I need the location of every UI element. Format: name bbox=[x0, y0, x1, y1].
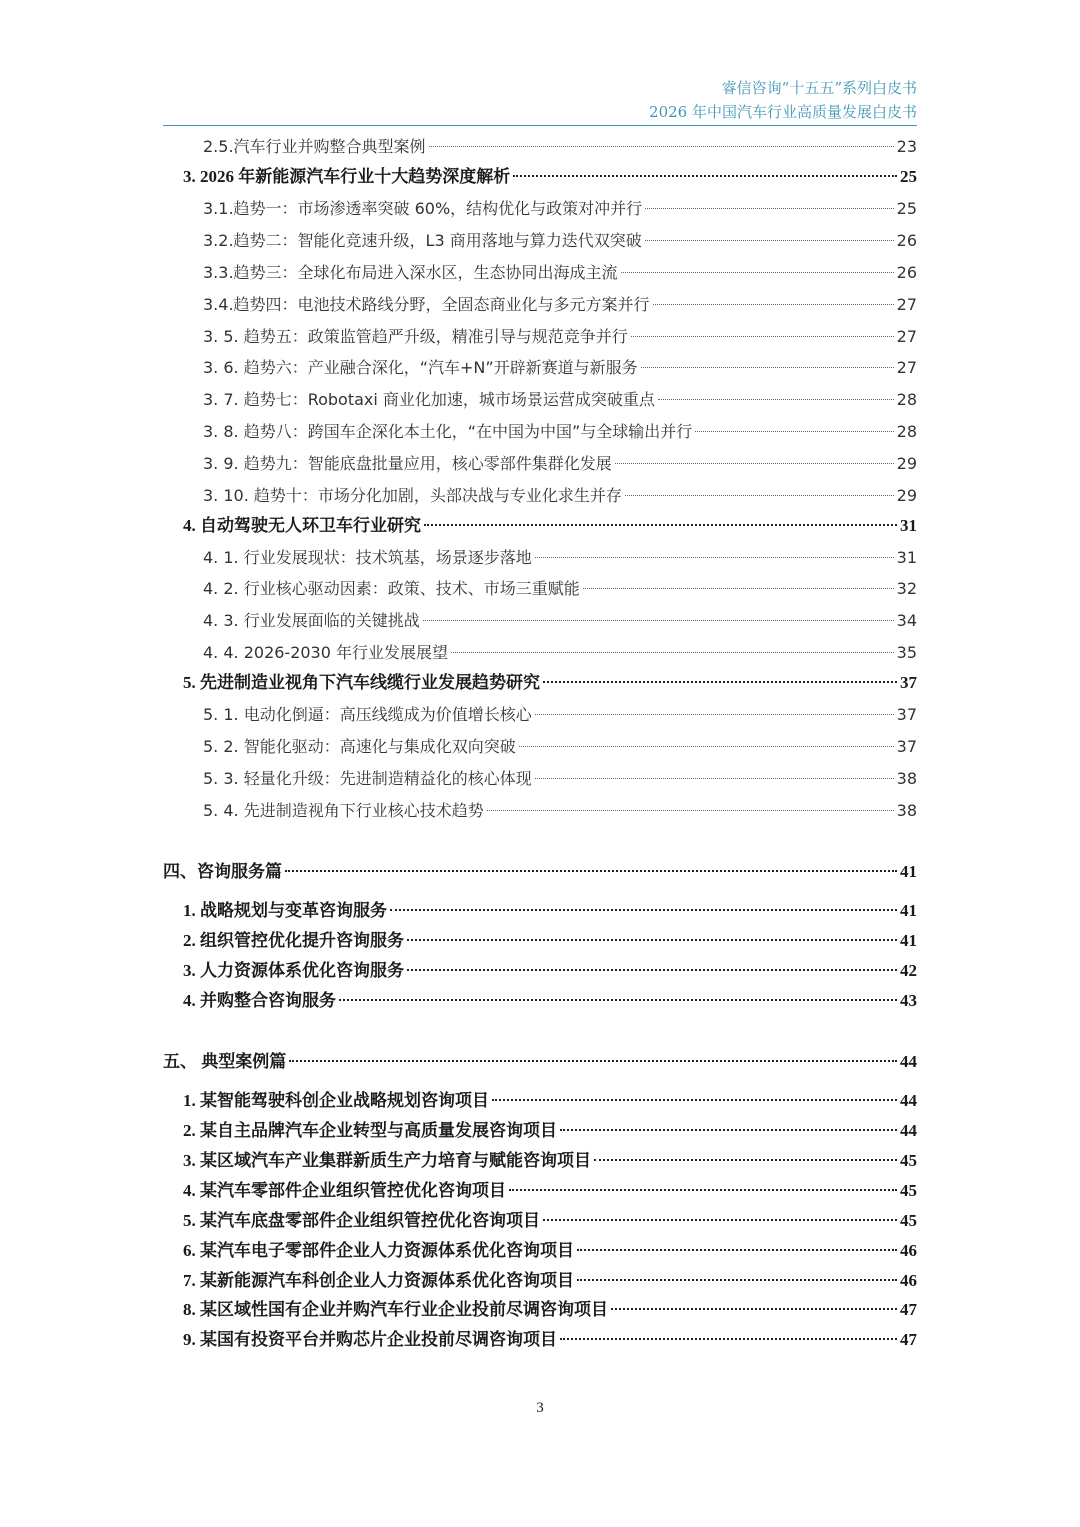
toc-leader bbox=[658, 399, 894, 400]
toc-entry-page: 31 bbox=[900, 516, 917, 535]
toc-entry-page: 38 bbox=[896, 801, 917, 820]
toc-entry-page: 41 bbox=[900, 862, 917, 881]
toc-entry-title: 2. 组织管控优化提升咨询服务 bbox=[183, 931, 404, 950]
toc-leader bbox=[560, 1129, 897, 1131]
toc-entry-title: 5. 先进制造业视角下汽车线缆行业发展趋势研究 bbox=[183, 673, 540, 692]
toc-entry-title: 3.4.趋势四：电池技术路线分野，全固态商业化与多元方案并行 bbox=[203, 295, 650, 314]
toc-leader bbox=[621, 272, 894, 273]
toc-entry-page: 44 bbox=[900, 1052, 917, 1071]
toc-leader bbox=[429, 146, 894, 147]
toc-entry-title: 7. 某新能源汽车科创企业人力资源体系优化咨询项目 bbox=[183, 1271, 574, 1290]
toc-leader bbox=[487, 810, 894, 811]
toc-entry-title: 1. 某智能驾驶科创企业战略规划咨询项目 bbox=[183, 1091, 489, 1110]
toc-entry-title: 3.2.趋势二：智能化竞速升级，L3 商用落地与算力迭代双突破 bbox=[203, 231, 642, 250]
toc-entry-title: 5. 1. 电动化倒逼：高压线缆成为价值增长核心 bbox=[203, 705, 532, 724]
toc-entry-page: 28 bbox=[896, 422, 917, 441]
toc-leader bbox=[289, 1060, 897, 1062]
toc-entry-page: 32 bbox=[896, 579, 917, 598]
toc-entry-title: 3. 10. 趋势十：市场分化加剧，头部决战与专业化求生并存 bbox=[203, 486, 622, 505]
running-header bbox=[649, 76, 917, 124]
toc-leader bbox=[611, 1308, 897, 1310]
toc-leader bbox=[645, 240, 894, 241]
toc-entry-page: 25 bbox=[900, 167, 917, 186]
toc-leader bbox=[577, 1279, 897, 1281]
toc-leader bbox=[631, 336, 894, 337]
toc-entry-page: 46 bbox=[900, 1271, 917, 1290]
page-number: 3 bbox=[536, 1400, 544, 1416]
toc-entry[interactable] bbox=[183, 513, 917, 539]
toc-entry-page: 28 bbox=[896, 390, 917, 409]
toc-entry[interactable] bbox=[203, 608, 917, 634]
toc-entry-page: 26 bbox=[896, 263, 917, 282]
toc-entry-page: 26 bbox=[896, 231, 917, 250]
toc-entry-page: 44 bbox=[900, 1091, 917, 1110]
toc-leader bbox=[583, 588, 894, 589]
toc-entry-title: 3. 7. 趋势七：Robotaxi 商业化加速，城市场景运营成突破重点 bbox=[203, 390, 655, 409]
toc-entry-page: 42 bbox=[900, 961, 917, 980]
toc-entry-title: 8. 某区域性国有企业并购汽车行业企业投前尽调咨询项目 bbox=[183, 1300, 608, 1319]
toc-leader bbox=[695, 431, 893, 432]
toc-entry-page: 44 bbox=[900, 1121, 917, 1140]
toc-entry-title: 5. 某汽车底盘零部件企业组织管控优化咨询项目 bbox=[183, 1211, 540, 1230]
toc-entry-title: 4. 4. 2026-2030 年行业发展展望 bbox=[203, 643, 449, 662]
toc-entry[interactable] bbox=[183, 670, 917, 696]
toc-entry[interactable] bbox=[203, 292, 917, 318]
toc-entry-title: 4. 自动驾驶无人环卫车行业研究 bbox=[183, 516, 421, 535]
toc-entry-title: 4. 1. 行业发展现状：技术筑基，场景逐步落地 bbox=[203, 548, 532, 567]
toc-entry[interactable] bbox=[203, 483, 917, 509]
toc-entry[interactable] bbox=[203, 451, 917, 477]
toc-entry[interactable] bbox=[203, 260, 917, 286]
toc-entry[interactable] bbox=[203, 576, 917, 602]
toc-entry[interactable] bbox=[183, 898, 917, 924]
toc-entry[interactable] bbox=[183, 1327, 917, 1353]
toc-entry-title: 3. 9. 趋势九：智能底盘批量应用，核心零部件集群化发展 bbox=[203, 454, 612, 473]
toc-leader bbox=[577, 1249, 897, 1251]
toc-entry-page: 31 bbox=[896, 548, 917, 567]
toc-leader bbox=[285, 870, 897, 872]
toc-entry[interactable] bbox=[203, 640, 917, 666]
toc-leader bbox=[543, 1219, 897, 1221]
toc-leader bbox=[641, 367, 894, 368]
toc-leader bbox=[492, 1099, 897, 1101]
toc-part[interactable] bbox=[163, 1049, 917, 1075]
toc-entry-page: 47 bbox=[900, 1330, 917, 1349]
header-series-title: 睿信咨询“十五五”系列白皮书 bbox=[721, 79, 917, 97]
toc-entry[interactable] bbox=[183, 1178, 917, 1204]
toc-entry[interactable] bbox=[203, 355, 917, 381]
toc-entry[interactable] bbox=[183, 1148, 917, 1174]
toc-entry-title: 5. 4. 先进制造视角下行业核心技术趋势 bbox=[203, 801, 484, 820]
toc-entry-page: 25 bbox=[896, 199, 917, 218]
toc-entry-page: 27 bbox=[896, 327, 917, 346]
toc-leader bbox=[535, 714, 894, 715]
toc-entry[interactable] bbox=[183, 1268, 917, 1294]
toc-entry-title: 5. 2. 智能化驱动：高速化与集成化双向突破 bbox=[203, 737, 516, 756]
toc-leader bbox=[390, 909, 897, 911]
toc-entry-page: 43 bbox=[900, 991, 917, 1010]
toc-entry-title: 3. 6. 趋势六：产业融合深化，“汽车+N”开辟新赛道与新服务 bbox=[203, 358, 638, 377]
toc-entry[interactable] bbox=[203, 228, 917, 254]
toc-leader bbox=[451, 652, 894, 653]
toc-leader bbox=[625, 495, 894, 496]
toc-entry-page: 37 bbox=[896, 737, 917, 756]
toc-entry-page: 27 bbox=[896, 295, 917, 314]
toc-entry-page: 34 bbox=[896, 611, 917, 630]
toc-entry[interactable] bbox=[203, 798, 917, 824]
toc-entry-title: 2. 某自主品牌汽车企业转型与高质量发展咨询项目 bbox=[183, 1121, 557, 1140]
toc-leader bbox=[339, 999, 897, 1001]
toc-entry[interactable] bbox=[183, 1088, 917, 1114]
toc-leader bbox=[615, 463, 894, 464]
toc-entry[interactable] bbox=[203, 134, 917, 160]
toc-entry-title: 4. 并购整合咨询服务 bbox=[183, 991, 336, 1010]
header-document-title: 2026 年中国汽车行业高质量发展白皮书 bbox=[649, 103, 917, 121]
toc-entry-title: 3. 5. 趋势五：政策监管趋严升级，精准引导与规范竞争并行 bbox=[203, 327, 628, 346]
toc-leader bbox=[594, 1159, 897, 1161]
toc-entry-title: 3. 8. 趋势八：跨国车企深化本土化，“在中国为中国”与全球输出并行 bbox=[203, 422, 693, 441]
toc-entry-page: 29 bbox=[896, 486, 917, 505]
toc-leader bbox=[424, 524, 897, 526]
toc-entry-title: 2.5.汽车行业并购整合典型案例 bbox=[203, 137, 426, 156]
toc-entry-title: 3. 2026 年新能源汽车行业十大趋势深度解析 bbox=[183, 167, 511, 186]
toc-entry[interactable] bbox=[203, 324, 917, 350]
toc-entry-page: 45 bbox=[900, 1211, 917, 1230]
toc-entry[interactable] bbox=[203, 196, 917, 222]
toc-entry[interactable] bbox=[183, 1238, 917, 1264]
toc-entry[interactable] bbox=[203, 734, 917, 760]
toc-part[interactable] bbox=[163, 859, 917, 885]
toc-leader bbox=[407, 939, 897, 941]
toc-entry-page: 37 bbox=[900, 673, 917, 692]
toc-entry[interactable] bbox=[183, 1208, 917, 1234]
toc-entry[interactable] bbox=[203, 766, 917, 792]
toc-entry-page: 45 bbox=[900, 1151, 917, 1170]
toc-leader bbox=[513, 175, 897, 177]
toc-entry-page: 46 bbox=[900, 1241, 917, 1260]
toc-entry[interactable] bbox=[203, 545, 917, 571]
toc-leader bbox=[535, 778, 894, 779]
toc-entry-title: 9. 某国有投资平台并购芯片企业投前尽调咨询项目 bbox=[183, 1330, 557, 1349]
toc-leader bbox=[645, 208, 893, 209]
toc-entry-page: 41 bbox=[900, 901, 917, 920]
toc-leader bbox=[653, 304, 894, 305]
toc-leader bbox=[407, 969, 897, 971]
toc-entry-page: 38 bbox=[896, 769, 917, 788]
toc-entry-page: 47 bbox=[900, 1300, 917, 1319]
toc-entry-page: 27 bbox=[896, 358, 917, 377]
toc-leader bbox=[423, 620, 894, 621]
toc-entry-page: 29 bbox=[896, 454, 917, 473]
toc-entry-title: 五、 典型案例篇 bbox=[163, 1052, 287, 1071]
toc-entry[interactable] bbox=[203, 419, 917, 445]
toc-entry-title: 3. 人力资源体系优化咨询服务 bbox=[183, 961, 404, 980]
toc-entry[interactable] bbox=[203, 702, 917, 728]
toc-leader bbox=[543, 681, 897, 683]
toc-leader bbox=[535, 557, 894, 558]
toc-entry[interactable] bbox=[183, 1297, 917, 1323]
toc-entry-title: 4. 某汽车零部件企业组织管控优化咨询项目 bbox=[183, 1181, 506, 1200]
toc-entry-page: 35 bbox=[896, 643, 917, 662]
toc-entry[interactable] bbox=[183, 958, 917, 984]
header-rule bbox=[163, 125, 917, 126]
toc-entry-page: 45 bbox=[900, 1181, 917, 1200]
toc-entry-title: 5. 3. 轻量化升级：先进制造精益化的核心体现 bbox=[203, 769, 532, 788]
toc-entry-page: 41 bbox=[900, 931, 917, 950]
toc-leader bbox=[560, 1338, 897, 1340]
toc-entry[interactable] bbox=[183, 928, 917, 954]
toc-entry-page: 37 bbox=[896, 705, 917, 724]
toc-entry-title: 四、咨询服务篇 bbox=[163, 862, 282, 881]
toc-entry-title: 6. 某汽车电子零部件企业人力资源体系优化咨询项目 bbox=[183, 1241, 574, 1260]
toc-entry-title: 3.3.趋势三：全球化布局进入深水区，生态协同出海成主流 bbox=[203, 263, 618, 282]
toc-entry-title: 3. 某区域汽车产业集群新质生产力培育与赋能咨询项目 bbox=[183, 1151, 591, 1170]
toc-entry-title: 1. 战略规划与变革咨询服务 bbox=[183, 901, 387, 920]
toc-leader bbox=[509, 1189, 897, 1191]
toc-entry-title: 3.1.趋势一：市场渗透率突破 60%，结构优化与政策对冲并行 bbox=[203, 199, 643, 218]
toc-entry-title: 4. 2. 行业核心驱动因素：政策、技术、市场三重赋能 bbox=[203, 579, 580, 598]
toc-entry[interactable] bbox=[183, 1118, 917, 1144]
toc-entry[interactable] bbox=[203, 387, 917, 413]
toc-entry[interactable] bbox=[183, 164, 917, 190]
toc-entry-title: 4. 3. 行业发展面临的关键挑战 bbox=[203, 611, 420, 630]
toc-leader bbox=[519, 746, 894, 747]
toc-entry[interactable] bbox=[183, 988, 917, 1014]
toc-entry-page: 23 bbox=[896, 137, 917, 156]
